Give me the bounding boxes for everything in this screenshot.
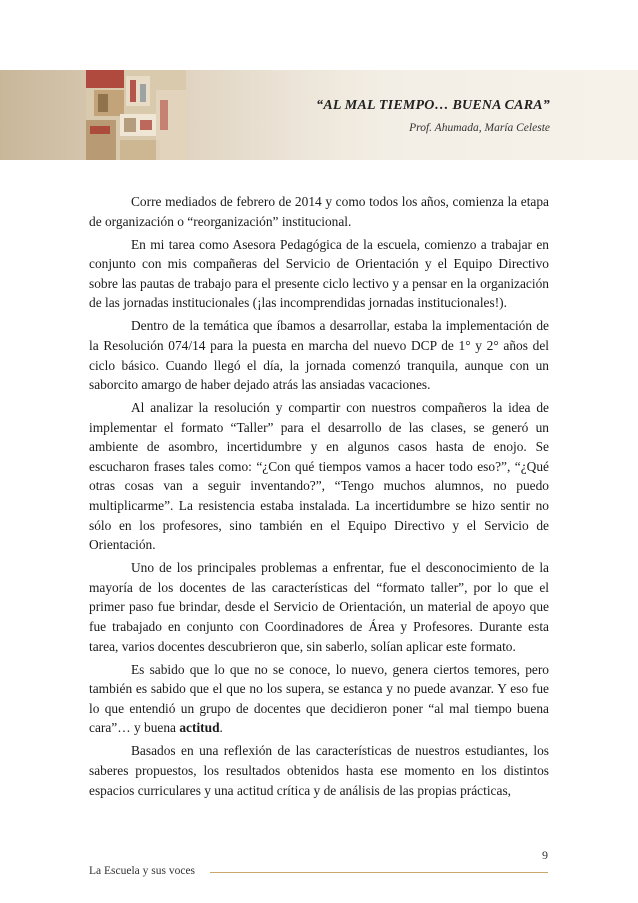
paragraph-6 <box>89 660 549 738</box>
paragraph-4: Al analizar la resolución y compartir con nuestros compañeros la idea de implementar el formato “Taller” para el desarrollo de las clases, se generó un ambiente de asombro, incertidumbre y en algunos casos hasta de enojo. Se escucharon frases tales como: “¿Con qué tiempos vamos a hacer todo eso?”, “¿Qué otras cosas van a seguir inventando?”, “Tengo muchos alumnos, no puedo multiplicarme”. La resistencia estaba instalada. La incertidumbre se hizo sentir no sólo en los profesores, sino también en el Equipo Directivo y el Servicio de Orientación. <box>89 400 549 553</box>
article-body <box>89 192 549 804</box>
paragraph-1: Corre mediados de febrero de 2014 y como todos los años, comienza la etapa de organización o “reorganización” institucional. <box>89 194 549 229</box>
paragraph-2: En mi tarea como Asesora Pedagógica de la escuela, comienzo a trabajar en conjunto con mis compañeras del Servicio de Orientación y el Equipo Directivo sobre las pautas de trabajo para el presente ciclo lectivo y a pensar en la organización de las jornadas institucionales (¡las incomprendidas jornadas institucionales!). <box>89 236 549 311</box>
article-title: “AL MAL TIEMPO… BUENA CARA” <box>316 98 550 113</box>
article-author: Prof. Ahumada, María Celeste <box>409 122 550 134</box>
footer-rule <box>210 872 548 873</box>
header-artwork-image <box>86 70 186 160</box>
paragraph-3: Dentro de la temática que íbamos a desarrollar, estaba la implementación de la Resolución 074/14 para la puesta en marcha del nuevo DCP de 1° y 2° años del ciclo básico. Cuando llegó el día, la jornada comenzó tranquila, aunque con un saborcito amargo de haber dejado atrás las ansiadas vacaciones. <box>89 318 549 393</box>
footer-publication-name: La Escuela y sus voces <box>89 865 196 877</box>
page-number: 9 <box>542 848 548 862</box>
paragraph-7: Basados en una reflexión de las características de nuestros estudiantes, los saberes propuestos, los resultados obtenidos hasta ese momento en los distintos espacios curriculares y una actitud crítica y de análisis de las propias prácticas, <box>89 743 549 798</box>
paragraph-5: Uno de los principales problemas a enfrentar, fue el desconocimiento de la mayoría de los docentes de las características del “formato taller”, por lo que el primer paso fue brindar, desde el Servicio de Orientación, un material de apoyo que fue trabajado en conjunto con Coordinadores de Área y Profesores. Durante esta tarea, varios docentes descubrieron que, sin saberlo, solían aplicar este formato. <box>89 560 549 654</box>
paragraph-6-end: . <box>219 720 223 736</box>
header-artwork <box>86 70 186 160</box>
paragraph-6-bold: actitud <box>179 720 220 736</box>
paragraph-6-text: Es sabido que lo que no se conoce, lo nuevo, genera ciertos temores, pero también es sabido que el que no los supera, se estanca y no puede avanzar. Y eso fue lo que entendió un grupo de docentes que decidieron poner “al mal tiempo buena cara”… y buena <box>89 661 549 736</box>
